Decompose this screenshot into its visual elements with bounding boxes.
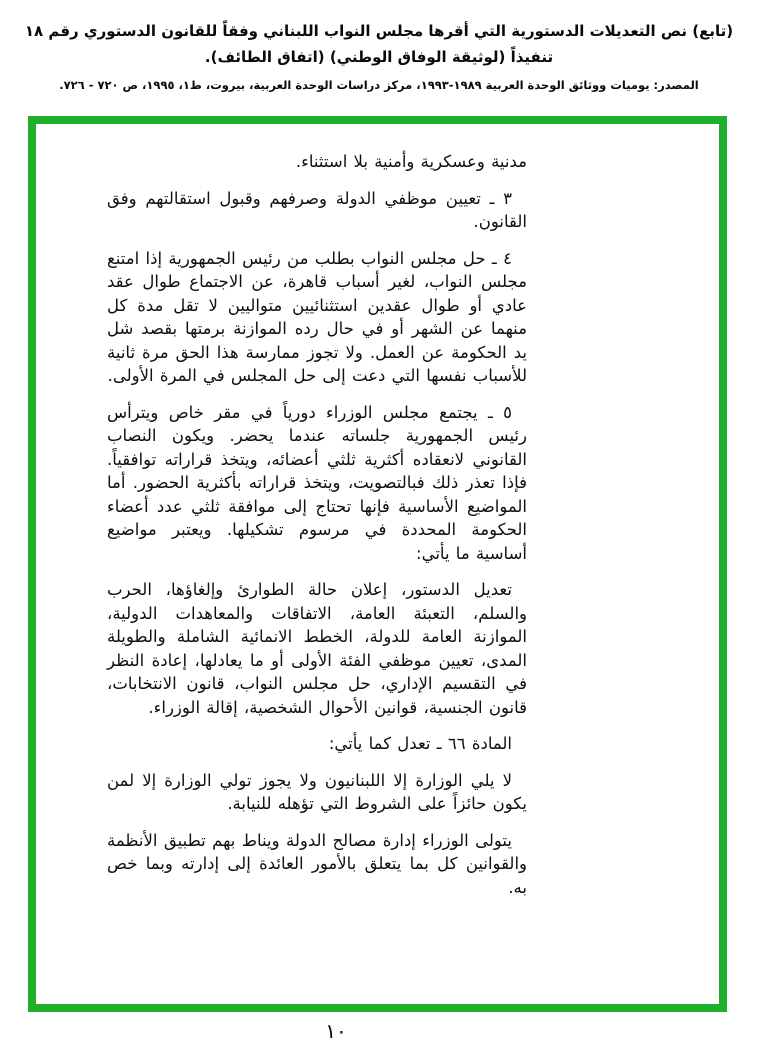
- paragraph-item-4: ٤ ـ حل مجلس النواب بطلب من رئيس الجمهورية إذا امتنع مجلس النواب، لغير أسباب قاهرة، عن الاجتماع طوال عقد عادي أو طوال عقدين استثنائيين متواليين لا تقل مدة كل منهما عن الشهر أو في حال رده الموازنة برمتها بقصد شل يد الحكومة عن العمل. ولا تجوز ممارسة هذا الحق مرة ثانية للأسباب نفسها التي دعت إلى حل المجلس في المرة الأولى.: [107, 248, 527, 385]
- header-title: (تابع) نص التعديلات الدستورية التي أقرها مجلس النواب اللبناني وفقاً للقانون الدستوري رقم ١٨ تنفيذاً (لوثيقة الوفاق الوطني) (اتفاق الطائف).: [24, 22, 734, 66]
- header-source-line: المصدر: يوميات ووثائق الوحدة العربية ١٩٨٩-١٩٩٣، مركز دراسات الوحدة العربية، بيروت، ط١، ١٩٩٥، ص ٧٢٠ - ٧٢٦.: [59, 78, 699, 92]
- page-number: ١٠: [325, 1019, 347, 1043]
- paragraph-item-3: ٣ ـ تعيين موظفي الدولة وصرفهم وقبول استقالتهم وفق القانون.: [107, 188, 527, 231]
- paragraph-article-66-clause-1: لا يلي الوزارة إلا اللبنانيون ولا يجوز تولي الوزارة إلا لمن يكون حائزاً على الشروط التي تؤهله للنيابة.: [107, 770, 527, 813]
- paragraph-item-5: ٥ ـ يجتمع مجلس الوزراء دورياً في مقر خاص ويترأس رئيس الجمهورية جلساته عندما يحضر. ويكون النصاب القانوني لانعقاده أكثرية ثلثي أعضائه، ويتخذ قراراته توافقياً. فإذا تعذر ذلك فبالتصويت، ويتخذ قراراته بأكثرية الحضور. أما المواضيع الأساسية فإنها تحتاج إلى موافقة ثلثي عدد أعضاء الحكومة المحددة في مرسوم تشكيلها. ويعتبر مواضيع أساسية ما يأتي:: [107, 402, 527, 563]
- green-border-frame: [28, 116, 727, 1012]
- document-header: [10, 18, 748, 93]
- paragraph-article-66-clause-2: يتولى الوزراء إدارة مصالح الدولة ويناط بهم تطبيق الأنظمة والقوانين كل بما يتعلق بالأمور العائدة إلى إدارته وبما خص به.: [107, 830, 527, 897]
- paragraph-article-66-heading: المادة ٦٦ ـ تعدل كما يأتي:: [328, 734, 512, 753]
- paragraph-continuation: مدنية وعسكرية وأمنية بلا استثناء.: [295, 152, 527, 171]
- body-text-column: [107, 150, 527, 912]
- paragraph-basic-subjects-list: تعديل الدستور، إعلان حالة الطوارئ وإلغاؤها، الحرب والسلم، التعبئة العامة، الاتفاقات والمعاهدات الدولية، الموازنة العامة للدولة، الخطط الانمائية الشاملة والطويلة المدى، تعيين موظفي الفئة الأولى أو ما يعادلها، إعادة النظر في التقسيم الإداري، حل مجلس النواب، قانون الانتخابات، قانون الجنسية، قوانين الأحوال الشخصية، إقالة الوزراء.: [107, 580, 527, 717]
